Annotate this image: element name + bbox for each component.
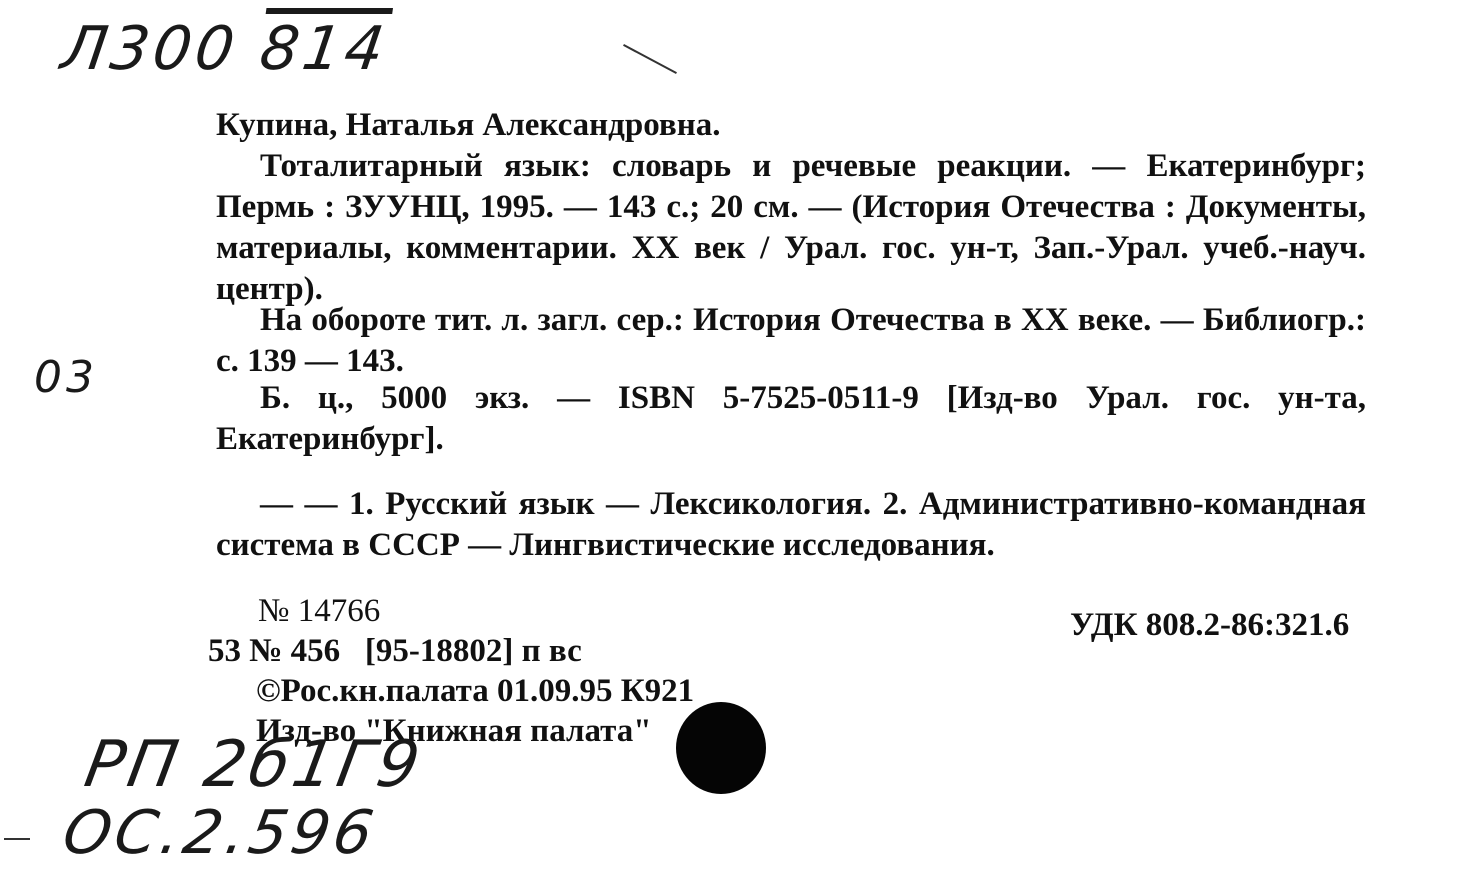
udk-code: УДК 808.2-86:321.6 [1070, 607, 1350, 643]
margin-dash [4, 838, 30, 840]
stray-stroke [623, 44, 677, 74]
note-text: На обороте тит. л. загл. сер.: История Отечества в XX веке. — Библиогр.: с. 139 — 143. [216, 302, 1366, 379]
price-paragraph [216, 378, 1366, 460]
order-line: 53 № 456 [95-18802] п вс [208, 633, 582, 669]
note-paragraph [216, 300, 1366, 382]
chamber-line: ©Рос.кн.палата 01.09.95 К921 [256, 673, 695, 709]
subjects-paragraph [216, 484, 1366, 566]
handwritten-code-1: РП 2б1Г9 [79, 728, 429, 802]
record-number: № 14766 [258, 593, 381, 629]
title-text: Тоталитарный язык: словарь и речевые реакции. — Екатеринбург; Пермь : ЗУУНЦ, 1995. — 143 с.; 20 см. — (История Отечества : Документы, материалы, комментарии. XX век / Урал. гос. ун-т, Зап.-Урал. учеб.-науч. центр). [216, 148, 1366, 307]
shelf-mark-prefix: Л300 [57, 14, 243, 84]
author-heading: Купина, Наталья Александровна. [216, 107, 721, 143]
punch-hole [676, 702, 766, 794]
publisher-line: Изд-во "Книжная палата" [256, 713, 652, 749]
handwritten-code-2: ОС.2.596 [57, 798, 383, 868]
handwritten-margin-mark: 03 [34, 352, 98, 403]
handwritten-shelf-mark [57, 14, 392, 84]
shelf-mark-number: 814 [255, 14, 393, 84]
title-paragraph [216, 146, 1366, 310]
subjects-text: — — 1. Русский язык — Лексикология. 2. Административно-командная система в СССР — Лингвистические исследования. [216, 486, 1366, 563]
price-text: Б. ц., 5000 экз. — ISBN 5-7525-0511-9 [Изд-во Урал. гос. ун-та, Екатеринбург]. [216, 380, 1366, 457]
